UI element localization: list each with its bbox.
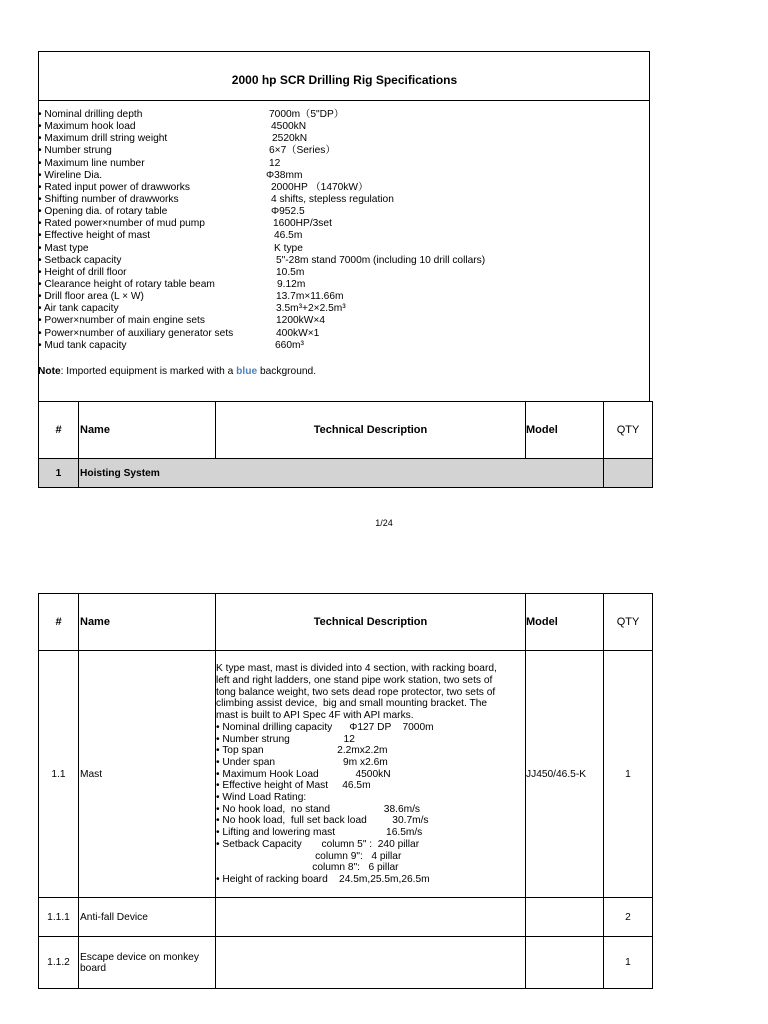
spec-value: Φ952.5 [271,206,305,218]
row-num: 1.1 [39,651,79,898]
spec-label: • Maximum hook load [38,121,136,133]
spec-value: 46.5m [274,230,303,242]
note-text-after: background. [257,366,317,377]
header-desc: Technical Description [216,594,526,651]
spec-value: 2000HP （1470kW） [271,181,369,193]
spec-label: • Effective height of mast [38,230,151,242]
section-num: 1 [39,459,79,488]
header-model: Model [526,594,604,651]
spec-label: • Clearance height of rotary table beam [38,278,215,290]
description-line: • No hook load, no stand 38.6m/s [216,803,421,815]
spec-label: • Power×number of main engine sets [38,315,205,327]
row-model: JJ450/46.5-K [526,651,604,898]
spec-value: 5"-28m stand 7000m (including 10 drill collars) [276,254,486,266]
table-row-escape [39,937,653,989]
spec-value: 4500kN [271,121,307,133]
equipment-table-page1 [38,401,653,488]
row-name: Mast [79,651,216,898]
spec-label: • Rated power×number of mud pump [38,218,205,230]
description-line: • Nominal drilling capacity Φ127 DP 7000m [216,721,434,733]
header-qty: QTY [604,402,653,459]
section-name: Hoisting System [79,459,604,488]
description-line: column 9": 4 pillar [216,850,402,862]
spec-value: 400kW×1 [276,327,320,339]
note-blue-word: blue [236,366,258,377]
table-row-mast [39,651,653,898]
spec-value: 13.7m×11.66m [276,291,344,303]
spec-value: 660m³ [275,339,304,351]
spec-value: 9.12m [277,278,306,290]
row-desc [216,937,526,989]
spec-value: 2520kN [272,133,308,145]
note-prefix: Note [38,366,61,377]
header-desc: Technical Description [216,402,526,459]
spec-value: 10.5m [276,266,305,278]
row-model [526,937,604,989]
description-line: • Height of racking board 24.5m,25.5m,26.5m [216,873,430,885]
table-header-row [39,594,653,651]
equipment-table-page2 [38,593,653,989]
row-model [526,898,604,937]
description-line: • Setback Capacity column 5" : 240 pillar [216,838,420,850]
page-title: 2000 hp SCR Drilling Rig Specifications [231,73,458,87]
section-row-hoisting [39,459,653,488]
spec-value: 1600HP/3set [273,218,332,230]
description-line: K type mast, mast is divided into 4 section, with racking board, [216,663,497,675]
description-line: left and right ladders, one stand pipe work station, two sets of [216,675,493,687]
header-model: Model [526,402,604,459]
header-num: # [39,402,79,459]
spec-label: • Rated input power of drawworks [38,181,190,193]
header-num: # [39,594,79,651]
spec-label: • Height of drill floor [38,266,127,278]
spec-label: • Drill floor area (L × W) [38,291,144,303]
table-row-antifall [39,898,653,937]
spec-label: • Maximum line number [38,157,145,169]
spec-value: Φ38mm [266,169,303,181]
note [38,366,316,377]
mast-description [216,660,525,887]
table-header-row [39,402,653,459]
description-line: • Top span 2.2mx2.2m [216,745,388,757]
spec-label: • Nominal drilling depth [38,109,143,120]
description-line: • Lifting and lowering mast 16.5m/s [216,827,423,839]
spec-value: 6×7（Series） [269,145,336,157]
spec-label: • Air tank capacity [38,303,119,315]
spec-value: 3.5m³+2×2.5m³ [276,303,346,315]
spec-label: • Power×number of auxiliary generator sets [38,327,234,339]
row-num: 1.1.2 [39,937,79,989]
row-desc [216,898,526,937]
description-line: column 8": 6 pillar [216,862,399,874]
description-line: • Number strung 12 [216,733,355,745]
description-line: • Wind Load Rating: [216,792,307,804]
row-num: 1.1.1 [39,898,79,937]
note-text-before: : Imported equipment is marked with a [60,366,237,377]
spec-label: • Mast type [38,242,89,254]
spec-label: • Number strung [38,145,112,157]
spec-value: 1200kW×4 [276,315,325,327]
spec-value: 12 [269,157,281,169]
row-qty: 1 [604,651,653,898]
spec-label: • Wireline Dia. [38,169,103,181]
spec-value: 7000m（5"DP） [269,109,344,120]
description-line: mast is built to API Spec 4F with API marks. [216,710,414,722]
row-qty: 1 [604,937,653,989]
row-name: Anti-fall Device [79,898,216,937]
description-line: climbing assist device, big and small mounting bracket. The [216,698,488,710]
row-desc [216,651,526,898]
row-qty: 2 [604,898,653,937]
header-qty: QTY [604,594,653,651]
description-line: • Effective height of Mast 46.5m [216,780,371,792]
header-name: Name [79,594,216,651]
header-name: Name [79,402,216,459]
section-qty-cell [604,459,653,488]
spec-label: • Opening dia. of rotary table [38,206,168,218]
spec-label: • Mud tank capacity [38,339,127,351]
spec-label: • Setback capacity [38,254,122,266]
spec-label: • Maximum drill string weight [38,133,168,145]
description-line: tong balance weight, two sets dead rope protector, two sets of [216,686,496,698]
description-line: • Maximum Hook Load 4500kN [216,768,391,780]
description-line: • Under span 9m x2.6m [216,756,388,768]
row-name: Escape device on monkey board [79,937,216,989]
page-number: 1/24 [375,518,393,528]
description-line: • No hook load, full set back load 30.7m/s [216,815,429,827]
spec-value: 4 shifts, stepless regulation [271,193,394,205]
spec-label: • Shifting number of drawworks [38,193,179,205]
spec-value: K type [274,242,303,254]
